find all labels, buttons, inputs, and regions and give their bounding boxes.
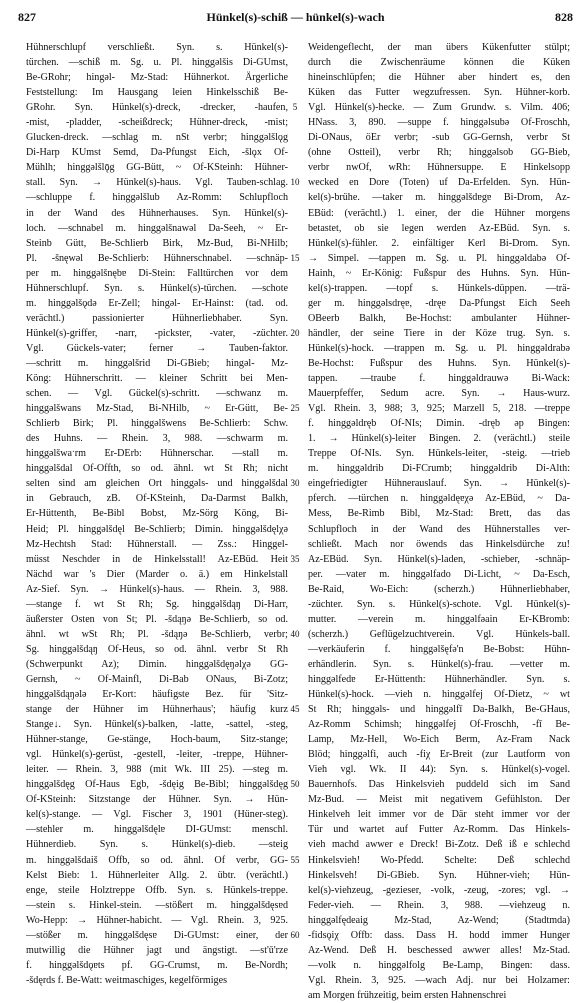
text-line: stall. Syn. → Hünkel(s)-haus. Vgl. Tauben-schlag. <box>26 177 288 189</box>
text-line: stange der Hühner im Hühnerhaus'; häufig kurz <box>26 704 288 716</box>
text-line: Küken das Futter wegzufressen. Syn. Hühner-korb. <box>308 87 570 99</box>
text-line: hinggəlšwaˑrm Er-DErb: Hühnerschar. —stall m. <box>26 448 288 460</box>
text-line: enge, steile Holztreppe Offb. Syn. s. Hünkels-treppe. <box>26 884 288 896</box>
text-line: Feder-vieh. — Rhein. 3, 988. —viehzeug n. <box>308 899 570 911</box>
line-number: 30 <box>290 478 300 489</box>
text-line: Wo-Hepp: → Hühner-habicht. — Vgl. Rhein. 3, 925. <box>26 914 288 926</box>
text-line: Hainh, ~ Er-König: Fußspur des Huhns. Syn. Hün- <box>308 267 570 279</box>
line-number: 25 <box>290 403 300 414</box>
line-number: 20 <box>290 327 300 338</box>
page-number-right: 828 <box>555 10 573 24</box>
text-line: eingefriedigter Hühnerauslauf. Syn. → Hünkel(s)- <box>308 478 570 490</box>
text-line: Mz-Bud. — Meist mit negativem Gefühlston. Der <box>308 794 570 806</box>
text-line: selten sind am gleichen Ort hinggəls- und hinggəlšdal <box>26 478 288 490</box>
text-line: Vgl. Rhein. 3, 925. —wach Adj. nur bei Holzamer: <box>308 974 570 986</box>
text-line: vgl. Hünkel(s)-gerüst, -gestell, -leiter, -treppe, Hühner- <box>26 749 288 761</box>
text-line: verbr nwOf, wRh: Hühnersuppe. E Hinkelsopp <box>308 162 570 174</box>
text-line: in Gebrauch, zB. Of-KSteinh, Da-Darmst Balkh, <box>26 493 288 505</box>
text-line: Hünkel(s)-griffer, -narr, -pickster, -vater, -züchter. <box>26 327 288 339</box>
text-line: tappen. —traube f. hinggəldrauwə Bi-Wack: <box>308 373 570 385</box>
text-line: Sg. hinggəlšdąŋ Of-Heus, so od. ähnl. verbr St Rh <box>26 643 288 655</box>
running-title: Hünkel(s)-schiß — hünkel(s)-wach <box>206 10 385 24</box>
text-line: in der Wand des Hühnerhauses. Syn. Hünkel(s)- <box>26 207 288 219</box>
text-line: des Huhns. — Rhein. 3, 988. —schwarm m. <box>26 433 288 445</box>
text-line: Az-Romm Schimsh; hinggəlfej Of-Froschh, -fī Be- <box>308 719 570 731</box>
text-line: → Simpel. —tappen m. Sg. u. Pl. hinggəldabə Of- <box>308 252 570 264</box>
text-line: kel(s)-trappen. —topf s. Hünkels-düppen. —trä- <box>308 282 570 294</box>
text-line: Lamp, Mz-Hell, Wo-Eich Berm, Az-Fram Nack <box>308 734 570 746</box>
text-line: hinggəlšwans Mz-Stad, Bi-NHilb, ~ Er-Gütt, Be- <box>26 403 288 415</box>
text-line: EBüd: (verächtl.) 1. einer, der die Hühner morgens <box>308 207 570 219</box>
text-line: wecked en Dore (Toten) uf Da-Erfelden. Syn. Hün- <box>308 177 570 189</box>
text-line: —stein s. Hinkel-stein. —stößert m. hinggəlšdęsɐd <box>26 899 288 911</box>
text-line: m. hinggəldrib Di-FCrumb; hinggəldrib Di-Alth: <box>308 463 570 475</box>
text-line: Be-Hochst: Fußspur des Huhns. Syn. Hünkel(s)- <box>308 357 570 369</box>
text-line: Schlierb Birk; Pl. hinggəlšwens Be-Schlierb: Schw. <box>26 418 288 430</box>
text-line: OBeerb Balkh, Be-Hochst: ambulanter Hühner- <box>308 312 570 324</box>
text-line: Hünkel(s)-hock. —trappen m. Sg. u. Pl. hinggəldrabə <box>308 342 570 354</box>
line-number: 40 <box>290 628 300 639</box>
line-number: 35 <box>290 553 300 564</box>
text-line: mutter. —verein m. hinggəlfǝain Er-KBromb: <box>308 613 570 625</box>
text-line: Di-ONaus, öEr verbr; -sub GG-Gernsh, verbr St <box>308 132 570 144</box>
text-line: hinggəlšdęg Of-Haus Egb, -šdęig Be-Bibl; hinggəlšdęg <box>26 779 288 791</box>
text-line: mutwillig die Hühner jagt und ängstigt. —st'ǔ'rze <box>26 944 288 956</box>
text-line: Hinkelsvieh! Wo-Pfedd. Schelte: Deß schlechd <box>308 854 570 866</box>
text-line: f. hinggəlšdǫɐts pf. GG-Crumst, m. Be-Nordh; <box>26 959 288 971</box>
text-line: —stange f. wt St Rh; Sg. hinggəlšdąŋ Di-Harr, <box>26 598 288 610</box>
text-line: Vieh vgl. Wk. II 44): Syn. s. Hünkel(s)-vogel. <box>308 764 570 776</box>
line-number: 15 <box>290 252 300 263</box>
text-line: -šdęrds f. Be-Watt: weitmaschiges, kegelförmiges <box>26 974 228 986</box>
text-line: —volk n. hinggəlfolg Be-Lamp, Bingen: dass. <box>308 959 570 971</box>
text-line: Hühnerschlupf verschließt. Syn. s. Hünkel(s)- <box>26 42 288 53</box>
text-line: Mess, Be-Rimb Bibl, Mz-Stad: Brett, das das <box>308 508 570 520</box>
text-line: ähnl. wt wSt Rh; Pl. -šdąŋə Be-Schlierb, verbr; <box>26 628 288 640</box>
text-line: müsst Neschder in de Hinkelsstall! Az-EBüd. Heit <box>26 553 288 565</box>
text-line: vieh machd awwer e Dreck! Bi-Zotz. Deß iß e schlechd <box>308 839 570 851</box>
text-line: händler, der seine Tiere in der Köze trug. Syn. s. <box>308 327 570 339</box>
text-line: Az-EBüd. Syn. Hünkel(s)-laden, -schieber, -schnäp- <box>308 553 570 565</box>
text-line: am Morgen frühzeitig, beim ersten Hahnenschrei <box>308 989 507 1001</box>
text-line: türchen. —schiß m. Sg. u. Pl. hinggəlšis Di-GUmst, <box>26 57 288 69</box>
text-line: kel(s)-brühe. —taker m. hinggəlšdɐgɐ Bi-Drom, Az- <box>308 192 570 204</box>
text-line: verächtl.) passionierter Hühnerliebhaber. Syn. <box>26 312 288 324</box>
text-line: —stößer m. hinggəlšdęsɐ Di-GUmst: einer, der <box>26 929 288 941</box>
line-number: 45 <box>290 704 300 715</box>
text-line: Be-GRohr; hingəl- Mz-Stad: Hühnerkot. Ärgerliche <box>26 72 288 84</box>
text-line: schließt. Mach nor öwends das Hinkelsdürche zu! <box>308 538 570 550</box>
text-line: hinggəlfędeaig Mz-Stad, Az-Wend; (Stadtmda) <box>308 914 570 926</box>
text-line: ger m. hinggəlsdręɐ, -dręɐ Da-Pfungst Eich Seeh <box>308 297 570 309</box>
text-line: St Rh; hinggəls- und hinggəlfī Da-Balkh, Be-GHaus, <box>308 704 570 716</box>
text-line: hinggəlfedɐ Er-Hüttenth: Hühnerhändler. Syn. s. <box>308 673 570 685</box>
text-line: Hinkelveh leit immer vor de Där steht immer vor der <box>308 809 570 821</box>
text-line: —schritt m. hinggəlšrid Di-GBieb; hingəl- Mz- <box>26 357 288 369</box>
text-line: m. hinggəlšdaiš Offb, so od. ähnl. Of verbr, GG- <box>26 854 288 866</box>
line-number: 60 <box>290 929 300 940</box>
text-line: Hühnerdieb. Syn. s. Hünkel(s)-dieb. —steig <box>26 839 288 851</box>
text-line: -züchter. Syn. s. Hünkel(s)-schote. Vgl. Hünkel(s)- <box>308 598 570 610</box>
text-line: Be-Raid, Wo-Eich: (scherzh.) Hühnerliebhaber, <box>308 583 570 595</box>
text-line: Di-Harp KUmst Semd, Da-Pfungst Eich, -šlǫx Of- <box>26 147 288 159</box>
text-line: hinggəlšdąŋǝlə Er-Kort: häufigste Bez. für 'Sitz- <box>26 689 288 701</box>
text-line: betastet, ob sie legen werden Az-EBüd. Syn. s. <box>308 222 570 234</box>
text-line: Of-KSteinh: Sitzstange der Hühner. Syn. → Hün- <box>26 794 288 806</box>
text-line: erhändlerin. Syn. s. Hünkel(s)-frau. —vetter m. <box>308 658 570 670</box>
text-line: Blöd; hinggəlfi, auch -fiχ Er-Breit (zur Lautform von <box>308 749 570 761</box>
text-line: äußerster Osten von St; Pl. -šdąŋə Be-Schlierb, so od. <box>26 613 288 625</box>
text-line: pferch. —türchen n. hinggəldęɐχə Az-EBüd, ~ Da- <box>308 493 570 505</box>
line-number: 55 <box>290 854 300 865</box>
text-line: (scherzh.) Geflügelzuchtverein. Vgl. Hünkels-ball. <box>308 628 570 640</box>
text-line: Vgl. Rhein. 3, 988; 3, 925; Marzell 5, 218. —treppe <box>308 403 570 415</box>
text-line: kel(s)-stange. — Vgl. Fischer 3, 1901 (Hüner-steg). <box>26 809 288 821</box>
text-line: hinggəlšdal Of-Offth, so od. ähnl. wt St Rh; nicht <box>26 463 288 475</box>
text-line: kel(s)-viehzeug, -gezieser, -volk, -zeug, -zores; vgl. → <box>308 884 570 896</box>
text-line: -fidsǫiχ Offb: dass. Dass H. hodd immer Hunger <box>308 929 570 941</box>
text-line: HNass. 3, 890. —suppe f. hinggəlsubə Of-Froschh, <box>308 117 570 129</box>
text-line: per. —vater m. hinggəlfado Di-Licht, ~ Da-Esch, <box>308 568 570 580</box>
text-line: Mauerpfeffer, Sedum acre. Syn. → Haus-wurz. <box>308 388 570 400</box>
text-line: -mist, -pladder, -scheißdreck; Hühner-dreck, -mist; <box>26 117 288 129</box>
line-number: 10 <box>290 177 300 188</box>
text-line: Heid; Pl. hinggəlšdęl Be-Schlierb; Dimin. hinggəlšdęlχə <box>26 523 288 535</box>
text-line: m. hinggəlšǫdə Er-Zell; hingəl- Er-Hainst: (tad. od. <box>26 297 288 309</box>
text-line: Treppe Of-NIs. Syn. Hünkels-leiter, -steig. —trieb <box>308 448 570 460</box>
text-line: schen. — Vgl. Gückel(s)-schritt. —schwanz m. <box>26 388 288 400</box>
text-line: Köng: Hühnerschritt. — kleiner Schritt bei Men- <box>26 373 288 385</box>
text-line: —stehler m. hinggəlšdęlɐ DI-GUmst: menschl. <box>26 824 288 836</box>
text-line: —verkäuferin f. hinggəlšęfǝ'n Be-Bobst: Hühn- <box>308 643 570 655</box>
text-line: Tür und wartet auf Futter Az-Romm. Das Hinkels- <box>308 824 570 836</box>
page-header <box>18 10 573 28</box>
text-line: hineinschlüpfen; die Hühner aber hindert es, den <box>308 72 570 84</box>
text-line: —schluppe f. hinggəlšlub Az-Romm: Schlupfloch <box>26 192 288 204</box>
text-line: Schlupfloch in der Wand des Hühnerstalles ver- <box>308 523 570 535</box>
text-line: Az-Wend. Deß H. beschessed awwer alles! Mz-Stad. <box>308 944 570 956</box>
text-line: Glucken-dreck. —schlag m. nSt verbr; hinggəlšlǫg <box>26 132 288 144</box>
text-line: (ohne Ostteil), verbr Rh; hinggəlsob GG-Bieb, <box>308 147 570 159</box>
text-line: Er-Hüttenth, Be-Bibl Bobst, Mz-Sörg Köng, Bi- <box>26 508 288 520</box>
line-number: 5 <box>292 102 298 113</box>
text-line: Weidengeflecht, der man übers Kükenfutter stülpt; <box>308 42 570 53</box>
text-line: Gernsh, ~ Of-Mainfl, Di-Bab ONaus, Bi-Zotz; <box>26 673 288 685</box>
text-line: Pl. -šnęwəl Be-Schlierb: Hühnerschnabel. —schnäp- <box>26 252 288 264</box>
text-line: per m. hinggəlšnębɐ Di-Stein: Falltürchen vor dem <box>26 267 288 279</box>
text-line: Steinb Gütt, Be-Schlierb Birk, Mz-Bud, Bi-NHilb; <box>26 237 288 249</box>
text-line: Mz-Hechtsh Stad: Hühnerstall. — Zss.: Hinggel- <box>26 538 288 550</box>
line-number: 50 <box>290 779 300 790</box>
text-line: Stange↓. Syn. Hünkel(s)-balken, -latte, -sattel, -steg, <box>26 719 288 731</box>
text-line: Kelst Bieb: 1. Hühnerleiter Allg. 2. übtr. (verächtl.) <box>26 869 288 881</box>
text-line: durch die Zwischenräume können die Küken <box>308 57 570 69</box>
text-line: Vgl. Gückels-vater; ferner → Tauben-faktor. <box>26 342 288 354</box>
text-line: Hinkelsveh! Di-GBieb. Syn. Hühner-vieh; Hün- <box>308 869 570 881</box>
text-line: Hühner-stange, Ge-stänge, Hoch-baum, Sitz-stange; <box>26 734 288 746</box>
page-number-left: 827 <box>18 10 36 24</box>
text-line: Az-Sief. Syn. → Hünkel(s)-haus. — Rhein. 3, 988. <box>26 583 288 595</box>
text-line: Hühnerschlupf. Syn. s. Hünkel(s)-türchen. —schote <box>26 282 288 294</box>
text-line: leiter. — Rhein. 3, 988 (mit Wk. III 25). —steg m. <box>26 764 288 776</box>
text-line: loch. —schnabel m. hinggəlšnawəl Da-Seeh, ~ Er- <box>26 222 288 234</box>
text-line: Feststellung: Im Hausgang leien Hinkelsschiß Be- <box>26 87 288 99</box>
text-line: Hünkel(s)-hock. —vieh n. hinggəlfej Of-Dietz, ~ wt <box>308 689 570 701</box>
text-line: GRohr. Syn. Hünkel(s)-dreck, -drecker, -haufen, <box>26 102 288 114</box>
left-column <box>26 40 288 988</box>
text-line: f. hinggəldręb Of-NIs; Dimin. -dręb ǝp Bingen: <box>308 418 570 430</box>
text-line: Mühlh; hinggəlšlǭg GG-Bütt, ~ Of-KSteinh: Hühner- <box>26 162 288 174</box>
text-line: Nächd war 's Dier (Marder o. ä.) em Hinkelstall <box>26 568 288 580</box>
text-line: 1. → Hünkel(s)-leiter Bingen. 2. (verächtl.) steile <box>308 433 570 445</box>
text-line: Vgl. Hünkel(s)-hecke. — Zum Grundw. s. Vilm. 406; <box>308 102 570 114</box>
text-line: Bauernhofs. Das Hinkelsvieh puddeld sich im Sand <box>308 779 570 791</box>
text-line: (Schwerpunkt Az); Dimin. hinggəlšdęŋəlχə GG- <box>26 658 288 670</box>
text-line: Hünkel(s)-fühler. 2. einfältiger Kerl Bi-Drom. Syn. <box>308 237 570 249</box>
right-column <box>308 40 570 1003</box>
